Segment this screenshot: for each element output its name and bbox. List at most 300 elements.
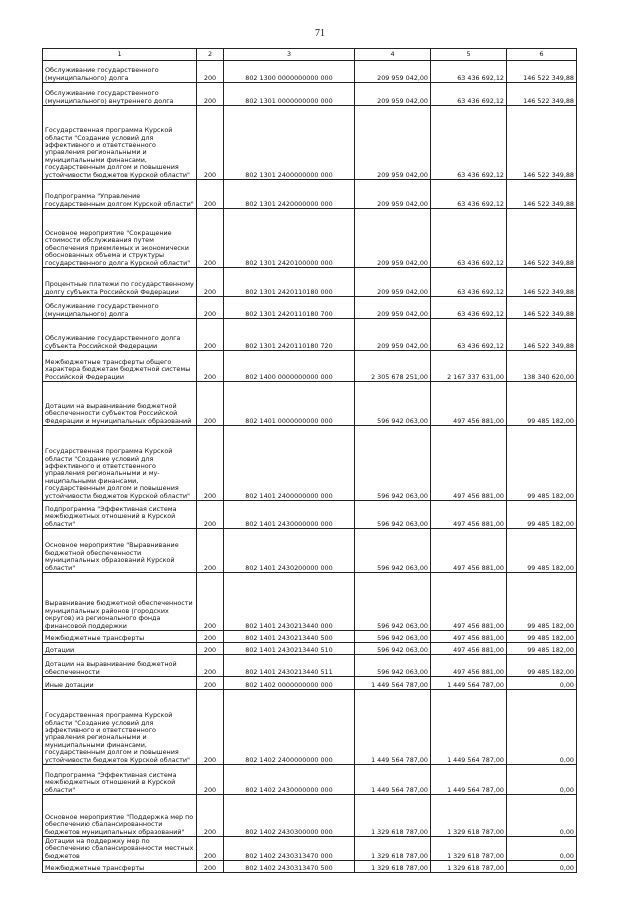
row-approved-amount-text: 596 942 063,00	[377, 491, 428, 500]
row-ministry-code-text: 200	[203, 491, 217, 500]
row-executed-amount	[431, 319, 507, 351]
row-approved-amount	[355, 268, 431, 297]
row-remaining-amount	[507, 297, 577, 319]
row-ministry-code-text: 200	[203, 372, 217, 381]
row-classification-code	[224, 426, 355, 501]
row-executed-amount-text: 497 456 881,00	[453, 519, 504, 528]
row-classification-code	[224, 690, 355, 765]
row-name-text: Обслуживание государственного (муниципального) долга	[45, 66, 159, 82]
row-name-text: Подпрограмма "Эффективная система межбюджетных отношений в Курской области"	[45, 504, 177, 528]
row-name-text: Процентные платежи по государственному долгу субъекта Российской Федерации	[45, 280, 194, 296]
table-row	[43, 61, 577, 83]
row-approved-amount	[355, 643, 431, 655]
row-remaining-amount-text: 0,00	[559, 785, 574, 794]
row-name	[43, 643, 197, 655]
row-name	[43, 382, 197, 426]
row-executed-amount	[431, 501, 507, 529]
row-executed-amount	[431, 382, 507, 426]
row-approved-amount	[355, 655, 431, 677]
row-approved-amount	[355, 209, 431, 268]
row-executed-amount-text: 63 436 692,12	[457, 309, 504, 318]
row-ministry-code	[197, 180, 224, 209]
row-executed-amount-text: 63 436 692,12	[457, 258, 504, 267]
row-name-text: Государственная программа Курской области "Создание условий для эффективного и ответственного управления региональными и му-ниципальными финансами, государственным долгом и повышения устойчивости бюджетов Курской области"	[45, 447, 190, 500]
row-ministry-code	[197, 631, 224, 643]
row-remaining-amount-text: 146 522 349,88	[523, 309, 574, 318]
row-name	[43, 573, 197, 631]
row-approved-amount-text: 209 959 042,00	[377, 341, 428, 350]
row-name-text: Обслуживание государственного долга субъекта Российской Федерации	[45, 334, 181, 350]
row-approved-amount	[355, 837, 431, 861]
row-name	[43, 106, 197, 180]
row-remaining-amount-text: 146 522 349,88	[523, 258, 574, 267]
row-approved-amount-text: 596 942 063,00	[377, 621, 428, 630]
row-ministry-code-text: 200	[203, 755, 217, 764]
row-remaining-amount	[507, 180, 577, 209]
row-classification-code-text: 802 1301 2420000000 000	[245, 199, 333, 208]
table-row	[43, 837, 577, 861]
row-executed-amount-text: 63 436 692,12	[457, 170, 504, 179]
row-classification-code	[224, 861, 355, 873]
table-row	[43, 180, 577, 209]
row-approved-amount-text: 596 942 063,00	[377, 667, 428, 676]
row-name-text: Государственная программа Курской области "Создание условий для эффективного и ответственного управления региональными и муниципальными финансами, государственным долгом и повышения устойчивости бюджетов Курской области"	[45, 126, 190, 179]
row-executed-amount-text: 63 436 692,12	[457, 96, 504, 105]
row-classification-code-text: 802 1401 2400000000 000	[245, 491, 333, 500]
row-ministry-code	[197, 643, 224, 655]
row-remaining-amount	[507, 106, 577, 180]
table-row	[43, 268, 577, 297]
row-executed-amount-text: 63 436 692,12	[457, 287, 504, 296]
row-classification-code	[224, 765, 355, 795]
column-header: 3	[224, 49, 355, 61]
table-row	[43, 861, 577, 873]
row-remaining-amount	[507, 351, 577, 382]
row-name-text: Дотации на выравнивание бюджетной обеспеченности	[45, 660, 177, 676]
row-name	[43, 529, 197, 573]
row-approved-amount-text: 209 959 042,00	[377, 309, 428, 318]
table-row	[43, 426, 577, 501]
row-executed-amount	[431, 677, 507, 690]
row-name-text: Основное мероприятие "Выравнивание бюджетной обеспеченности муниципальных образований Курской области"	[45, 541, 179, 572]
column-header: 6	[507, 49, 577, 61]
row-classification-code-text: 802 1402 2430000000 000	[245, 785, 333, 794]
row-name-text: Обслуживание государственного (муниципального) долга	[45, 302, 159, 318]
row-executed-amount	[431, 837, 507, 861]
row-ministry-code-text: 200	[203, 416, 217, 425]
row-executed-amount-text: 2 167 337 631,00	[447, 372, 504, 381]
row-executed-amount	[431, 573, 507, 631]
row-remaining-amount-text: 99 485 182,00	[527, 621, 574, 630]
row-name-text: Государственная программа Курской области "Создание условий для эффективного и ответственного управления региональными и муниципальными финансами, государственным долгом и повышения устойчивости бюджетов Курской области"	[45, 711, 190, 764]
row-approved-amount	[355, 765, 431, 795]
row-approved-amount	[355, 382, 431, 426]
row-classification-code	[224, 209, 355, 268]
row-approved-amount	[355, 106, 431, 180]
column-header: 4	[355, 49, 431, 61]
row-remaining-amount	[507, 501, 577, 529]
row-remaining-amount	[507, 268, 577, 297]
row-remaining-amount	[507, 83, 577, 106]
row-classification-code-text: 802 1402 2430300000 000	[245, 827, 333, 836]
row-executed-amount	[431, 795, 507, 837]
row-classification-code	[224, 180, 355, 209]
row-ministry-code	[197, 765, 224, 795]
row-remaining-amount-text: 146 522 349,88	[523, 96, 574, 105]
row-remaining-amount-text: 146 522 349,88	[523, 170, 574, 179]
row-remaining-amount-text: 146 522 349,88	[523, 73, 574, 82]
row-ministry-code	[197, 677, 224, 690]
row-remaining-amount-text: 0,00	[559, 851, 574, 860]
row-remaining-amount	[507, 795, 577, 837]
row-remaining-amount-text: 0,00	[559, 680, 574, 689]
row-ministry-code	[197, 837, 224, 861]
row-approved-amount-text: 1 449 564 787,00	[371, 680, 428, 689]
row-executed-amount	[431, 351, 507, 382]
row-approved-amount-text: 596 942 063,00	[377, 519, 428, 528]
row-remaining-amount-text: 138 340 620,00	[523, 372, 574, 381]
row-name	[43, 180, 197, 209]
row-classification-code-text: 802 1400 0000000000 000	[245, 372, 333, 381]
row-approved-amount	[355, 631, 431, 643]
row-name	[43, 83, 197, 106]
row-executed-amount	[431, 643, 507, 655]
row-executed-amount-text: 1 449 564 787,00	[447, 755, 504, 764]
row-approved-amount	[355, 861, 431, 873]
row-approved-amount-text: 1 449 564 787,00	[371, 785, 428, 794]
row-ministry-code-text: 200	[203, 667, 217, 676]
row-classification-code	[224, 529, 355, 573]
row-ministry-code-text: 200	[203, 645, 217, 654]
row-approved-amount	[355, 351, 431, 382]
row-remaining-amount-text: 99 485 182,00	[527, 563, 574, 572]
row-ministry-code-text: 200	[203, 199, 217, 208]
row-approved-amount	[355, 61, 431, 83]
row-name-text: Основное мероприятие "Сокращение стоимости обслуживания путем обеспечения приемлемых и экономически обоснованных объема и структуры государственного долга Курской области"	[45, 228, 191, 267]
row-name-text: Межбюджетные трансферты общего характера бюджетам бюджетной системы Российской Федерации	[45, 357, 191, 381]
row-classification-code-text: 802 1402 0000000000 000	[245, 680, 333, 689]
row-name-text: Основное мероприятие "Поддержка мер по обеспечению сбалансированности бюджетов муниципальных образований"	[45, 812, 194, 836]
row-ministry-code-text: 200	[203, 96, 217, 105]
row-approved-amount-text: 1 329 618 787,00	[371, 863, 428, 872]
row-name-text: Дотации на поддержку мер по обеспечению сбалансированности местных бюджетов	[45, 837, 194, 860]
row-name	[43, 501, 197, 529]
row-ministry-code	[197, 501, 224, 529]
row-classification-code-text: 802 1401 0000000000 000	[245, 416, 333, 425]
row-classification-code	[224, 382, 355, 426]
row-ministry-code-text: 200	[203, 170, 217, 179]
row-remaining-amount-text: 99 485 182,00	[527, 519, 574, 528]
row-name	[43, 765, 197, 795]
row-classification-code	[224, 351, 355, 382]
row-approved-amount-text: 209 959 042,00	[377, 73, 428, 82]
row-classification-code-text: 802 1402 2430313470 500	[245, 863, 333, 872]
row-ministry-code	[197, 529, 224, 573]
row-ministry-code	[197, 319, 224, 351]
row-executed-amount-text: 1 329 618 787,00	[447, 863, 504, 872]
row-remaining-amount	[507, 690, 577, 765]
row-executed-amount	[431, 529, 507, 573]
table-row	[43, 677, 577, 690]
row-approved-amount-text: 209 959 042,00	[377, 258, 428, 267]
row-approved-amount	[355, 297, 431, 319]
row-ministry-code-text: 200	[203, 309, 217, 318]
row-ministry-code-text: 200	[203, 519, 217, 528]
row-executed-amount	[431, 209, 507, 268]
row-approved-amount-text: 209 959 042,00	[377, 199, 428, 208]
row-ministry-code-text: 200	[203, 863, 217, 872]
row-executed-amount-text: 497 456 881,00	[453, 416, 504, 425]
row-ministry-code	[197, 351, 224, 382]
row-ministry-code	[197, 297, 224, 319]
row-executed-amount-text: 1 449 564 787,00	[447, 785, 504, 794]
row-approved-amount-text: 596 942 063,00	[377, 416, 428, 425]
row-name-text: Межбюджетные трансферты	[45, 633, 145, 642]
row-ministry-code	[197, 106, 224, 180]
row-name	[43, 351, 197, 382]
row-ministry-code-text: 200	[203, 785, 217, 794]
table-row	[43, 655, 577, 677]
row-ministry-code-text: 200	[203, 633, 217, 642]
row-executed-amount-text: 1 329 618 787,00	[447, 827, 504, 836]
row-name	[43, 426, 197, 501]
row-approved-amount	[355, 690, 431, 765]
row-classification-code	[224, 83, 355, 106]
row-classification-code	[224, 501, 355, 529]
row-approved-amount-text: 209 959 042,00	[377, 96, 428, 105]
row-classification-code-text: 802 1401 2430213440 500	[245, 633, 333, 642]
row-classification-code	[224, 319, 355, 351]
row-executed-amount	[431, 106, 507, 180]
row-executed-amount-text: 63 436 692,12	[457, 341, 504, 350]
row-classification-code-text: 802 1301 2400000000 000	[245, 170, 333, 179]
row-executed-amount	[431, 655, 507, 677]
row-approved-amount-text: 1 329 618 787,00	[371, 851, 428, 860]
row-classification-code-text: 802 1402 2430313470 000	[245, 851, 333, 860]
row-approved-amount	[355, 795, 431, 837]
row-remaining-amount-text: 146 522 349,88	[523, 199, 574, 208]
row-name	[43, 690, 197, 765]
row-approved-amount	[355, 426, 431, 501]
row-executed-amount-text: 497 456 881,00	[453, 621, 504, 630]
row-executed-amount	[431, 268, 507, 297]
row-executed-amount	[431, 426, 507, 501]
table-row	[43, 297, 577, 319]
row-remaining-amount	[507, 837, 577, 861]
row-remaining-amount	[507, 655, 577, 677]
row-ministry-code-text: 200	[203, 73, 217, 82]
row-approved-amount	[355, 319, 431, 351]
row-name	[43, 795, 197, 837]
row-name-text: Межбюджетные трансферты	[45, 863, 145, 872]
row-ministry-code-text: 200	[203, 827, 217, 836]
row-name-text: Дотации на выравнивание бюджетной обеспеченности субъектов Российской Федерации и муниципальных образований	[45, 401, 192, 425]
row-approved-amount-text: 596 942 063,00	[377, 633, 428, 642]
row-classification-code-text: 802 1401 2430000000 000	[245, 519, 333, 528]
row-executed-amount	[431, 297, 507, 319]
row-classification-code	[224, 631, 355, 643]
table-header-row	[43, 49, 577, 61]
column-header: 5	[431, 49, 507, 61]
row-remaining-amount	[507, 677, 577, 690]
row-name-text: Иные дотации	[45, 680, 94, 689]
row-name-text: Подпрограмма "Эффективная система межбюджетных отношений в Курской области"	[45, 770, 177, 794]
row-remaining-amount	[507, 643, 577, 655]
row-ministry-code-text: 200	[203, 621, 217, 630]
row-remaining-amount-text: 146 522 349,88	[523, 341, 574, 350]
row-ministry-code-text: 200	[203, 851, 217, 860]
row-ministry-code	[197, 861, 224, 873]
row-classification-code	[224, 677, 355, 690]
row-approved-amount	[355, 83, 431, 106]
table-row	[43, 382, 577, 426]
row-remaining-amount-text: 99 485 182,00	[527, 667, 574, 676]
row-name	[43, 61, 197, 83]
row-classification-code	[224, 655, 355, 677]
row-executed-amount	[431, 861, 507, 873]
row-name	[43, 631, 197, 643]
row-remaining-amount-text: 99 485 182,00	[527, 416, 574, 425]
row-classification-code-text: 802 1401 2430213440 511	[245, 667, 333, 676]
table-row	[43, 631, 577, 643]
row-classification-code-text: 802 1401 2430213440 510	[245, 645, 333, 654]
row-approved-amount-text: 596 942 063,00	[377, 563, 428, 572]
row-classification-code-text: 802 1301 2420110180 000	[245, 287, 333, 296]
row-remaining-amount	[507, 529, 577, 573]
row-classification-code-text: 802 1401 2430213440 000	[245, 621, 333, 630]
row-approved-amount-text: 2 305 678 251,00	[371, 372, 428, 381]
row-approved-amount	[355, 677, 431, 690]
row-name	[43, 861, 197, 873]
row-remaining-amount-text: 99 485 182,00	[527, 645, 574, 654]
row-ministry-code	[197, 690, 224, 765]
row-remaining-amount	[507, 426, 577, 501]
row-executed-amount-text: 1 449 564 787,00	[447, 680, 504, 689]
row-name	[43, 268, 197, 297]
row-classification-code-text: 802 1301 2420100000 000	[245, 258, 333, 267]
row-classification-code	[224, 837, 355, 861]
row-ministry-code-text: 200	[203, 563, 217, 572]
row-classification-code	[224, 573, 355, 631]
table-row	[43, 501, 577, 529]
row-executed-amount-text: 497 456 881,00	[453, 633, 504, 642]
row-ministry-code-text: 200	[203, 680, 217, 689]
row-classification-code-text: 802 1401 2430200000 000	[245, 563, 333, 572]
table-row	[43, 209, 577, 268]
table-row	[43, 529, 577, 573]
row-ministry-code	[197, 795, 224, 837]
row-executed-amount-text: 63 436 692,12	[457, 73, 504, 82]
row-ministry-code	[197, 83, 224, 106]
budget-table	[42, 48, 577, 873]
row-remaining-amount	[507, 573, 577, 631]
row-executed-amount	[431, 631, 507, 643]
table-row	[43, 83, 577, 106]
row-ministry-code-text: 200	[203, 341, 217, 350]
row-ministry-code	[197, 573, 224, 631]
row-remaining-amount	[507, 61, 577, 83]
row-remaining-amount-text: 0,00	[559, 863, 574, 872]
row-classification-code-text: 802 1301 0000000000 000	[245, 96, 333, 105]
row-executed-amount	[431, 61, 507, 83]
row-executed-amount	[431, 180, 507, 209]
row-ministry-code	[197, 655, 224, 677]
row-name	[43, 655, 197, 677]
row-classification-code	[224, 643, 355, 655]
row-classification-code	[224, 61, 355, 83]
row-classification-code-text: 802 1300 0000000000 000	[245, 73, 333, 82]
row-name-text: Выравнивание бюджетной обеспеченности муниципальных районов (городских округов) из регионального фонда финансовой поддержки	[45, 599, 193, 630]
row-remaining-amount-text: 99 485 182,00	[527, 633, 574, 642]
row-name-text: Дотации	[45, 645, 75, 654]
row-ministry-code	[197, 61, 224, 83]
row-remaining-amount-text: 0,00	[559, 827, 574, 836]
row-approved-amount	[355, 180, 431, 209]
row-ministry-code	[197, 268, 224, 297]
table-row	[43, 795, 577, 837]
row-name	[43, 677, 197, 690]
row-approved-amount-text: 596 942 063,00	[377, 645, 428, 654]
row-approved-amount	[355, 501, 431, 529]
row-remaining-amount-text: 0,00	[559, 755, 574, 764]
row-remaining-amount	[507, 382, 577, 426]
row-name-text: Подпрограмма "Управление государственным долгом Курской области"	[45, 192, 194, 208]
row-approved-amount-text: 209 959 042,00	[377, 170, 428, 179]
row-classification-code	[224, 795, 355, 837]
column-header: 2	[197, 49, 224, 61]
row-approved-amount-text: 1 329 618 787,00	[371, 827, 428, 836]
row-name	[43, 209, 197, 268]
row-executed-amount	[431, 765, 507, 795]
row-approved-amount	[355, 573, 431, 631]
table-row	[43, 351, 577, 382]
row-name	[43, 837, 197, 861]
row-executed-amount-text: 497 456 881,00	[453, 645, 504, 654]
row-executed-amount	[431, 83, 507, 106]
row-ministry-code-text: 200	[203, 287, 217, 296]
row-classification-code	[224, 106, 355, 180]
row-name-text: Обслуживание государственного (муниципального) внутреннего долга	[45, 89, 174, 105]
row-ministry-code	[197, 209, 224, 268]
row-remaining-amount-text: 99 485 182,00	[527, 491, 574, 500]
row-remaining-amount	[507, 209, 577, 268]
row-name	[43, 319, 197, 351]
page-number: 71	[315, 28, 325, 39]
table-row	[43, 765, 577, 795]
row-classification-code-text: 802 1301 2420110180 700	[245, 309, 333, 318]
row-remaining-amount-text: 146 522 349,88	[523, 287, 574, 296]
row-classification-code	[224, 268, 355, 297]
row-executed-amount-text: 497 456 881,00	[453, 491, 504, 500]
row-approved-amount-text: 1 449 564 787,00	[371, 755, 428, 764]
row-executed-amount-text: 497 456 881,00	[453, 563, 504, 572]
row-remaining-amount	[507, 861, 577, 873]
row-executed-amount-text: 63 436 692,12	[457, 199, 504, 208]
row-approved-amount	[355, 529, 431, 573]
row-name	[43, 297, 197, 319]
row-classification-code-text: 802 1301 2420110180 720	[245, 341, 333, 350]
table-row	[43, 690, 577, 765]
column-header: 1	[43, 49, 197, 61]
row-executed-amount-text: 497 456 881,00	[453, 667, 504, 676]
row-remaining-amount	[507, 765, 577, 795]
row-executed-amount	[431, 690, 507, 765]
row-remaining-amount	[507, 631, 577, 643]
row-executed-amount-text: 1 329 618 787,00	[447, 851, 504, 860]
row-classification-code-text: 802 1402 2400000000 000	[245, 755, 333, 764]
row-ministry-code	[197, 382, 224, 426]
row-ministry-code	[197, 426, 224, 501]
